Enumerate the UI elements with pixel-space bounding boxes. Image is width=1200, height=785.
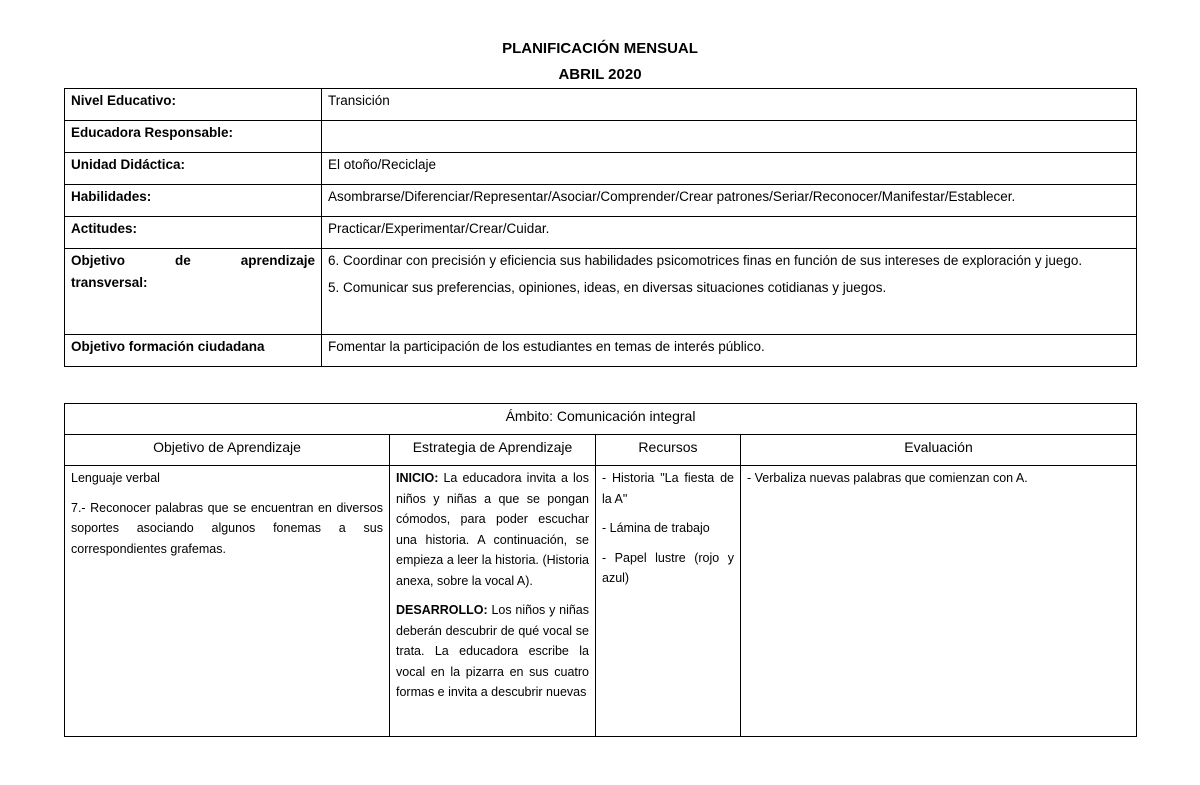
header-evaluacion: Evaluación xyxy=(741,435,1137,466)
ambito-title: Ámbito: Comunicación integral xyxy=(65,404,1137,435)
recurso-item: - Lámina de trabajo xyxy=(602,521,710,535)
row-objetivo xyxy=(65,249,1137,335)
cell-evaluacion xyxy=(741,466,1137,737)
objetivo-line1: Lenguaje verbal xyxy=(71,471,160,485)
cell-estrategia xyxy=(390,466,596,737)
header-recursos: Recursos xyxy=(596,435,741,466)
objetivo-line2: 7.- Reconocer palabras que se encuentran en diversos soportes asociando algunos fonemas a sus correspondientes grafemas. xyxy=(71,500,383,556)
nivel-label: Nivel Educativo: xyxy=(65,89,322,121)
recurso-item: - Papel lustre (rojo y azul) xyxy=(602,550,734,585)
objetivo-label xyxy=(65,249,322,335)
actitudes-label: Actitudes: xyxy=(65,217,322,249)
inicio-keyword: INICIO: xyxy=(396,471,439,485)
ambito-body-row xyxy=(65,466,1137,737)
ambito-header-row xyxy=(65,435,1137,466)
row-unidad xyxy=(65,153,1137,185)
row-nivel xyxy=(65,89,1137,121)
educadora-label: Educadora Responsable: xyxy=(65,121,322,153)
inicio-text: La educadora invita a los niños y niñas a que se pongan cómodos, para poder escuchar una historia. A continuación, se empieza a leer la historia. (Historia anexa, sobre la vocal A). xyxy=(396,471,589,588)
row-actitudes xyxy=(65,217,1137,249)
nivel-value: Transición xyxy=(322,89,1137,121)
recurso-item: - Historia "La fiesta de la A" xyxy=(602,471,734,506)
cell-objetivo xyxy=(65,466,390,737)
row-educadora xyxy=(65,121,1137,153)
info-table xyxy=(64,88,1137,367)
ambito-table xyxy=(64,403,1137,737)
row-habilidades xyxy=(65,185,1137,217)
ambito-title-row xyxy=(65,404,1137,435)
educadora-value xyxy=(322,121,1137,153)
actitudes-value: Practicar/Experimentar/Crear/Cuidar. xyxy=(322,217,1137,249)
ciudadana-label: Objetivo formación ciudadana xyxy=(65,335,322,367)
header-objetivo: Objetivo de Aprendizaje xyxy=(65,435,390,466)
desarrollo-text: Los niños y niñas deberán descubrir de qué vocal se trata. La educadora escribe la vocal en la pizarra en sus cuatro formas e invita a descubrir nuevas xyxy=(396,603,589,699)
row-ciudadana xyxy=(65,335,1137,367)
unidad-label: Unidad Didáctica: xyxy=(65,153,322,185)
objetivo-label-line2: transversal: xyxy=(71,275,148,290)
habilidades-value: Asombrarse/Diferenciar/Representar/Asociar/Comprender/Crear patrones/Seriar/Reconocer/Manifestar/Establecer. xyxy=(322,185,1137,217)
page-title: PLANIFICACIÓN MENSUAL xyxy=(502,40,698,57)
unidad-value: El otoño/Reciclaje xyxy=(322,153,1137,185)
desarrollo-keyword: DESARROLLO: xyxy=(396,603,488,617)
objetivo-value-2: 5. Comunicar sus preferencias, opiniones, ideas, en diversas situaciones cotidianas y juegos. xyxy=(328,280,887,295)
evaluacion-text: - Verbaliza nuevas palabras que comienzan con A. xyxy=(747,471,1028,485)
header-estrategia: Estrategia de Aprendizaje xyxy=(390,435,596,466)
objetivo-value xyxy=(322,249,1137,335)
habilidades-label: Habilidades: xyxy=(65,185,322,217)
objetivo-value-1: 6. Coordinar con precisión y eficiencia sus habilidades psicomotrices finas en función de sus intereses de exploración y juego. xyxy=(328,253,1083,268)
page-subtitle: ABRIL 2020 xyxy=(558,66,642,83)
ciudadana-value: Fomentar la participación de los estudiantes en temas de interés público. xyxy=(322,335,1137,367)
cell-recursos xyxy=(596,466,741,737)
objetivo-label-line1: Objetivo de aprendizaje xyxy=(71,253,315,268)
